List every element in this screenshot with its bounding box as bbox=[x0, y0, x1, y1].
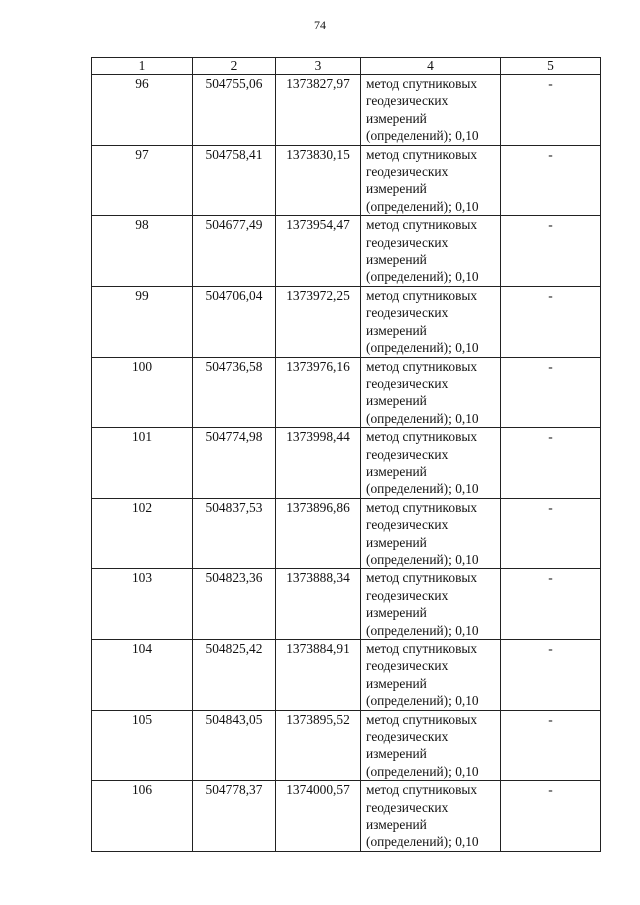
method-cell bbox=[361, 75, 501, 146]
table-row bbox=[92, 286, 601, 357]
method-line: (определений); 0,10 bbox=[366, 693, 479, 709]
method-line: метод спутниковых bbox=[366, 499, 478, 515]
method-cell bbox=[361, 640, 501, 711]
method-line: (определений); 0,10 bbox=[366, 128, 479, 144]
method-line: (определений); 0,10 bbox=[366, 834, 479, 850]
method-line: геодезических bbox=[366, 729, 449, 745]
method-cell bbox=[361, 286, 501, 357]
x-coordinate-cell: 504778,37 bbox=[193, 781, 276, 852]
y-coordinate-cell: 1374000,57 bbox=[276, 781, 361, 852]
method-cell bbox=[361, 428, 501, 499]
point-number-cell: 103 bbox=[92, 569, 193, 640]
table-row bbox=[92, 781, 601, 852]
y-coordinate-cell: 1373954,47 bbox=[276, 216, 361, 287]
note-cell: - bbox=[501, 640, 601, 711]
note-cell: - bbox=[501, 569, 601, 640]
method-line: геодезических bbox=[366, 234, 449, 250]
coordinates-table bbox=[91, 57, 601, 852]
x-coordinate-cell: 504755,06 bbox=[193, 75, 276, 146]
method-line: (определений); 0,10 bbox=[366, 198, 479, 214]
point-number-cell: 106 bbox=[92, 781, 193, 852]
x-coordinate-cell: 504843,05 bbox=[193, 710, 276, 781]
point-number-cell: 104 bbox=[92, 640, 193, 711]
note-cell: - bbox=[501, 498, 601, 569]
method-line: измерений bbox=[366, 746, 427, 762]
x-coordinate-cell: 504774,98 bbox=[193, 428, 276, 499]
table-row bbox=[92, 145, 601, 216]
method-line: измерений bbox=[366, 322, 427, 338]
method-line: геодезических bbox=[366, 517, 449, 533]
method-cell bbox=[361, 498, 501, 569]
method-line: геодезических bbox=[366, 446, 449, 462]
x-coordinate-cell: 504736,58 bbox=[193, 357, 276, 428]
method-line: метод спутниковых bbox=[366, 217, 478, 233]
table-row bbox=[92, 357, 601, 428]
method-line: (определений); 0,10 bbox=[366, 763, 479, 779]
point-number-cell: 97 bbox=[92, 145, 193, 216]
table-row bbox=[92, 75, 601, 146]
method-line: измерений bbox=[366, 675, 427, 691]
method-line: метод спутниковых bbox=[366, 641, 478, 656]
method-cell bbox=[361, 781, 501, 852]
method-cell bbox=[361, 569, 501, 640]
note-cell: - bbox=[501, 710, 601, 781]
note-cell: - bbox=[501, 781, 601, 852]
y-coordinate-cell: 1373895,52 bbox=[276, 710, 361, 781]
method-line: метод спутниковых bbox=[366, 711, 478, 727]
method-cell bbox=[361, 145, 501, 216]
method-line: метод спутниковых bbox=[366, 429, 478, 445]
note-cell: - bbox=[501, 428, 601, 499]
method-line: измерений bbox=[366, 534, 427, 550]
method-line: геодезических bbox=[366, 93, 449, 109]
method-line: метод спутниковых bbox=[366, 287, 478, 303]
method-cell bbox=[361, 710, 501, 781]
method-line: геодезических bbox=[366, 164, 449, 180]
x-coordinate-cell: 504677,49 bbox=[193, 216, 276, 287]
table-row bbox=[92, 569, 601, 640]
header-cell-3: 3 bbox=[276, 58, 361, 75]
method-line: измерений bbox=[366, 817, 427, 833]
x-coordinate-cell: 504758,41 bbox=[193, 145, 276, 216]
y-coordinate-cell: 1373830,15 bbox=[276, 145, 361, 216]
header-cell-1: 1 bbox=[92, 58, 193, 75]
y-coordinate-cell: 1373976,16 bbox=[276, 357, 361, 428]
method-line: метод спутниковых bbox=[366, 358, 478, 374]
header-cell-4: 4 bbox=[361, 58, 501, 75]
table-header-row bbox=[92, 58, 601, 75]
method-line: метод спутниковых bbox=[366, 782, 478, 798]
note-cell: - bbox=[501, 357, 601, 428]
point-number-cell: 102 bbox=[92, 498, 193, 569]
point-number-cell: 96 bbox=[92, 75, 193, 146]
table-row bbox=[92, 640, 601, 711]
point-number-cell: 99 bbox=[92, 286, 193, 357]
method-cell bbox=[361, 357, 501, 428]
method-line: измерений bbox=[366, 463, 427, 479]
method-cell bbox=[361, 216, 501, 287]
table-row bbox=[92, 216, 601, 287]
method-line: геодезических bbox=[366, 799, 449, 815]
y-coordinate-cell: 1373827,97 bbox=[276, 75, 361, 146]
method-line: (определений); 0,10 bbox=[366, 269, 479, 285]
x-coordinate-cell: 504706,04 bbox=[193, 286, 276, 357]
x-coordinate-cell: 504823,36 bbox=[193, 569, 276, 640]
method-line: метод спутниковых bbox=[366, 76, 478, 91]
method-line: метод спутниковых bbox=[366, 570, 478, 586]
method-line: геодезических bbox=[366, 305, 449, 321]
note-cell: - bbox=[501, 216, 601, 287]
y-coordinate-cell: 1373888,34 bbox=[276, 569, 361, 640]
method-line: (определений); 0,10 bbox=[366, 410, 479, 426]
x-coordinate-cell: 504825,42 bbox=[193, 640, 276, 711]
method-line: измерений bbox=[366, 110, 427, 126]
method-line: геодезических bbox=[366, 587, 449, 603]
table-row bbox=[92, 428, 601, 499]
method-line: измерений bbox=[366, 605, 427, 621]
point-number-cell: 98 bbox=[92, 216, 193, 287]
y-coordinate-cell: 1373972,25 bbox=[276, 286, 361, 357]
method-line: (определений); 0,10 bbox=[366, 340, 479, 356]
y-coordinate-cell: 1373998,44 bbox=[276, 428, 361, 499]
note-cell: - bbox=[501, 286, 601, 357]
table-row bbox=[92, 710, 601, 781]
method-line: (определений); 0,10 bbox=[366, 551, 479, 567]
header-cell-2: 2 bbox=[193, 58, 276, 75]
note-cell: - bbox=[501, 145, 601, 216]
method-line: измерений bbox=[366, 181, 427, 197]
header-cell-5: 5 bbox=[501, 58, 601, 75]
x-coordinate-cell: 504837,53 bbox=[193, 498, 276, 569]
table-row bbox=[92, 498, 601, 569]
method-line: геодезических bbox=[366, 658, 449, 674]
point-number-cell: 105 bbox=[92, 710, 193, 781]
method-line: измерений bbox=[366, 393, 427, 409]
y-coordinate-cell: 1373896,86 bbox=[276, 498, 361, 569]
method-line: (определений); 0,10 bbox=[366, 481, 479, 497]
method-line: измерений bbox=[366, 252, 427, 268]
method-line: метод спутниковых bbox=[366, 146, 478, 162]
method-line: (определений); 0,10 bbox=[366, 622, 479, 638]
y-coordinate-cell: 1373884,91 bbox=[276, 640, 361, 711]
page-number: 74 bbox=[314, 18, 326, 32]
note-cell: - bbox=[501, 75, 601, 146]
method-line: геодезических bbox=[366, 375, 449, 391]
point-number-cell: 100 bbox=[92, 357, 193, 428]
point-number-cell: 101 bbox=[92, 428, 193, 499]
